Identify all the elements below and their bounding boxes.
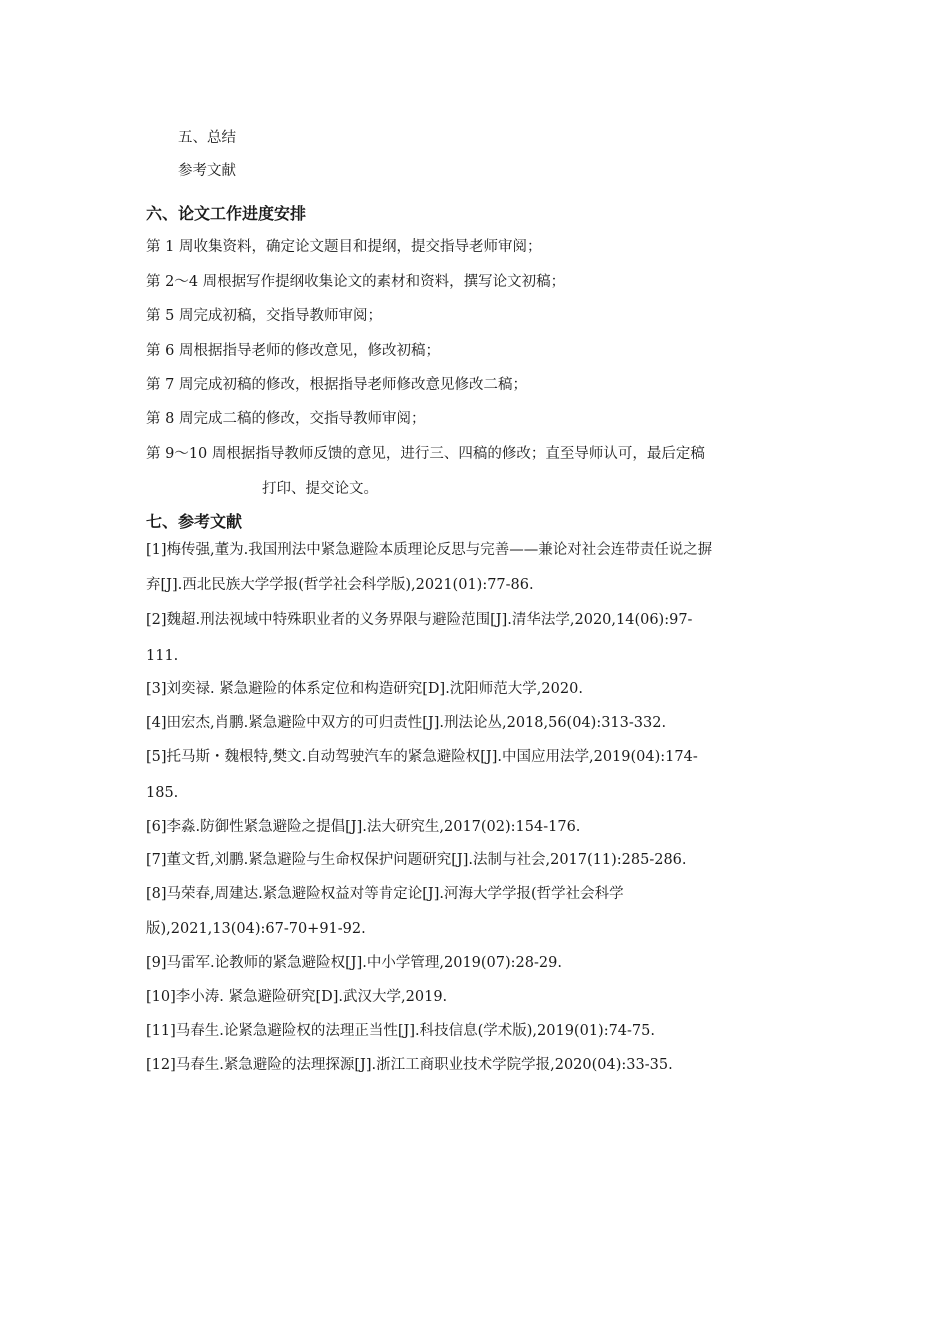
schedule-item: 第 9～10 周根据指导教师反馈的意见，进行三、四稿的修改；直至导师认可，最后定稿 xyxy=(146,446,705,462)
reference-line: [12]马春生.紧急避险的法理探源[J].浙江工商职业技术学院学报,2020(04):33-35. xyxy=(146,1057,673,1073)
outline-item-summary: 五、总结 xyxy=(178,130,236,146)
schedule-item: 第 1 周收集资料，确定论文题目和提纲，提交指导老师审阅； xyxy=(146,239,542,255)
reference-line: [9]马雷军.论教师的紧急避险权[J].中小学管理,2019(07):28-29. xyxy=(146,955,562,971)
reference-line: [11]马春生.论紧急避险权的法理正当性[J].科技信息(学术版),2019(01):74-75. xyxy=(146,1023,655,1039)
reference-line: 弃[J].西北民族大学学报(哲学社会科学版),2021(01):77-86. xyxy=(146,577,534,593)
schedule-heading: 六、论文工作进度安排 xyxy=(146,204,307,223)
reference-line: [8]马荣春,周建达.紧急避险权益对等肯定论[J].河海大学学报(哲学社会科学 xyxy=(146,886,624,902)
reference-line: [3]刘奕禄. 紧急避险的体系定位和构造研究[D].沈阳师范大学,2020. xyxy=(146,681,583,697)
schedule-item: 第 8 周完成二稿的修改，交指导教师审阅； xyxy=(146,411,426,427)
schedule-item: 第 7 周完成初稿的修改，根据指导老师修改意见修改二稿； xyxy=(146,377,527,393)
reference-line: 版),2021,13(04):67-70+91-92. xyxy=(146,921,366,937)
schedule-item: 第 6 周根据指导老师的修改意见，修改初稿； xyxy=(146,343,440,359)
references-heading: 七、参考文献 xyxy=(146,512,243,531)
schedule-item: 第 2～4 周根据写作提纲收集论文的素材和资料，撰写论文初稿； xyxy=(146,274,566,290)
reference-line: 185. xyxy=(146,785,179,801)
reference-line: [5]托马斯・魏根特,樊文.自动驾驶汽车的紧急避险权[J].中国应用法学,2019(04):174- xyxy=(146,749,698,765)
reference-line: [1]梅传强,董为.我国刑法中紧急避险本质理论反思与完善——兼论对社会连带责任说之摒 xyxy=(146,542,713,558)
reference-line: [4]田宏杰,肖鹏.紧急避险中双方的可归责性[J].刑法论丛,2018,56(04):313-332. xyxy=(146,715,667,731)
reference-line: [10]李小涛. 紧急避险研究[D].武汉大学,2019. xyxy=(146,989,448,1005)
reference-line: [2]魏超.刑法视域中特殊职业者的义务界限与避险范围[J].清华法学,2020,14(06):97- xyxy=(146,612,693,628)
schedule-item-continuation: 打印、提交论文。 xyxy=(262,481,378,497)
reference-line: [6]李淼.防御性紧急避险之提倡[J].法大研究生,2017(02):154-176. xyxy=(146,819,581,835)
reference-line: [7]董文哲,刘鹏.紧急避险与生命权保护问题研究[J].法制与社会,2017(11):285-286. xyxy=(146,852,687,868)
reference-line: 111. xyxy=(146,648,179,664)
schedule-item: 第 5 周完成初稿，交指导教师审阅； xyxy=(146,308,382,324)
outline-item-references: 参考文献 xyxy=(178,163,236,179)
